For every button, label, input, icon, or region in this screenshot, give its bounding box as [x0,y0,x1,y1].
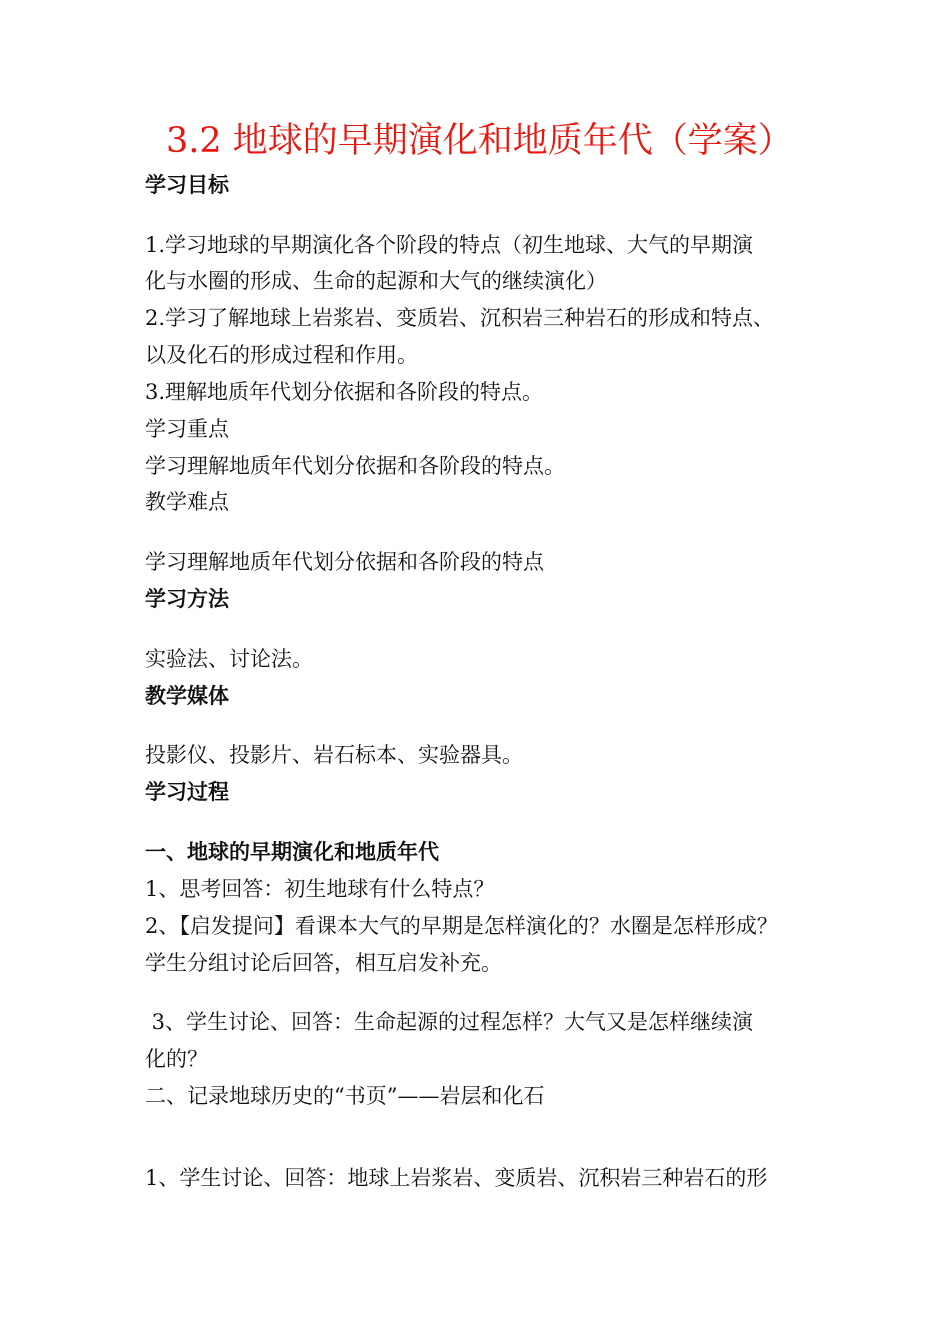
objective-2-line-2: 以及化石的形成过程和作用。 [145,343,418,367]
section-1-item-2-line-2: 学生分组讨论后回答，相互启发补充。 [145,951,502,975]
key-points-text: 学习理解地质年代划分依据和各阶段的特点。 [145,454,565,478]
heading-teaching-media: 教学媒体 [145,684,229,708]
section-1-item-3-line-1: 3、学生讨论、回答：生命起源的过程怎样？大气又是怎样继续演 [145,1010,754,1034]
section-1-heading: 一、地球的早期演化和地质年代 [145,840,439,864]
objective-1-line-1: 1.学习地球的早期演化各个阶段的特点（初生地球、大气的早期演 [145,233,754,257]
methods-text: 实验法、讨论法。 [145,647,313,671]
media-text: 投影仪、投影片、岩石标本、实验器具。 [145,743,523,767]
objective-3: 3.理解地质年代划分依据和各阶段的特点。 [145,380,544,404]
objective-1-line-2: 化与水圈的形成、生命的起源和大气的继续演化） [145,269,607,293]
section-1-item-2-line-1: 2、【启发提问】看课本大气的早期是怎样演化的？水圈是怎样形成？ [145,914,778,938]
section-2-heading: 二、记录地球历史的“书页”——岩层和化石 [145,1084,545,1108]
heading-difficulties: 教学难点 [145,490,229,514]
objective-2-line-1: 2.学习了解地球上岩浆岩、变质岩、沉积岩三种岩石的形成和特点、 [145,306,775,330]
section-2-item-1: 1、学生讨论、回答：地球上岩浆岩、变质岩、沉积岩三种岩石的形 [145,1166,768,1190]
section-1-item-1: 1、思考回答：初生地球有什么特点？ [145,877,495,901]
section-1-item-3-line-2: 化的？ [145,1047,208,1071]
heading-learning-methods: 学习方法 [145,587,229,611]
difficulties-text: 学习理解地质年代划分依据和各阶段的特点 [145,550,544,574]
document-title: 3.2 地球的早期演化和地质年代（学案） [166,121,793,161]
heading-learning-objectives: 学习目标 [145,173,229,197]
heading-learning-process: 学习过程 [145,780,229,804]
heading-key-points: 学习重点 [145,417,229,441]
